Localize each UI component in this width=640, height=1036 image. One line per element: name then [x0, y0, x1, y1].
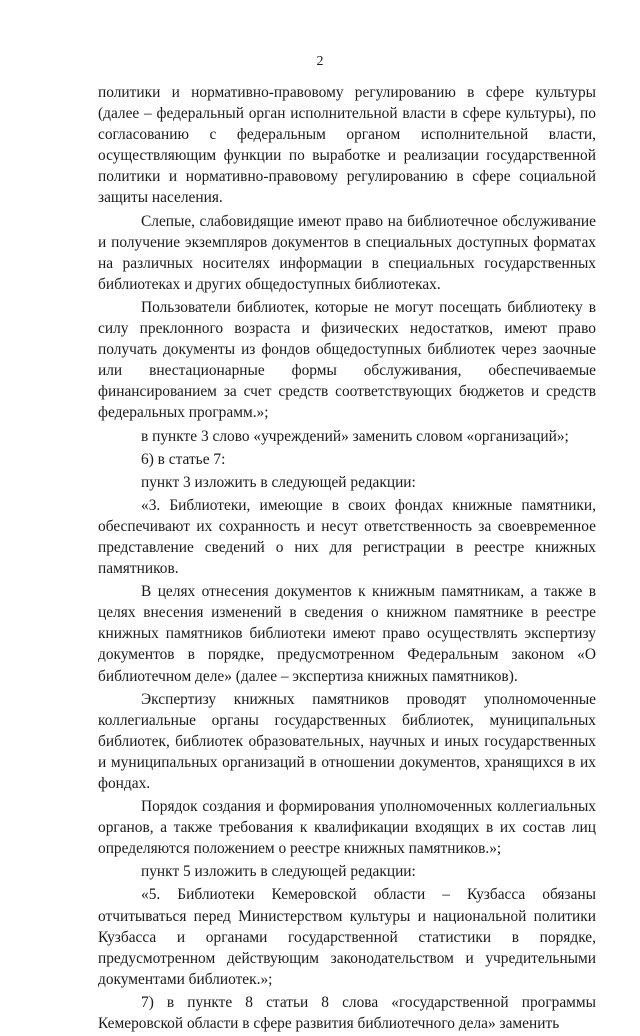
paragraph: «3. Библиотеки, имеющие в своих фондах книжные памятники, обеспечивают их сохранность и несут ответственность за своевременное представление сведений о них для регистрации в реестре книжных памятников. [98, 496, 596, 578]
paragraph: В целях отнесения документов к книжным памятникам, а также в целях внесения изменений в сведения о книжном памятнике в реестре книжных памятников библиотеки имеют право осуществлять экспертизу документов в порядке, предусмотренном Федеральным законом «О библиотечном деле» (далее – экспертиза книжных памятников). [98, 583, 596, 685]
page-number: 2 [316, 54, 324, 69]
paragraph: политики и нормативно-правовому регулированию в сфере культуры (далее – федеральный орган исполнительной власти в сфере культуры), по согласованию с федеральным органом исполнительной власти, осуществляющим функции по выработке и реализации государственной политики и нормативно-правовому регулированию в сфере социальной защиты населения. [98, 84, 596, 207]
paragraph: Слепые, слабовидящие имеют право на библиотечное обслуживание и получение экземпляров документов в специальных доступных форматах на различных носителях информации в специальных государственных библиотеках и других общедоступных библиотеках. [98, 212, 596, 293]
paragraph: Порядок создания и формирования уполномоченных коллегиальных органов, а также требования к квалификации входящих в их состав лиц определяются положением о реестре книжных памятников.»; [98, 798, 596, 858]
paragraph: пункт 5 изложить в следующей редакции: [141, 863, 416, 881]
paragraph: 6) в статье 7: [141, 450, 226, 468]
document-body [98, 82, 596, 1036]
paragraph: в пункте 3 слово «учреждений» заменить словом «организаций»; [141, 427, 569, 445]
paragraph: пункт 3 изложить в следующей редакции: [141, 473, 416, 491]
paragraph: Пользователи библиотек, которые не могут посещать библиотеку в силу преклонного возраста и физических недостатков, имеют право получать документы из фондов общедоступных библиотек через заочные или внестационарные формы обслуживания, обеспечиваемые финансированием за счет средств соответствующих бюджетов и средств федеральных программ.»; [98, 298, 596, 422]
paragraph: 7) в пункте 8 статьи 8 слова «государственной программы Кемеровской области в сфере развития библиотечного дела» заменить [98, 993, 596, 1033]
paragraph: «5. Библиотеки Кемеровской области – Кузбасса обязаны отчитываться перед Министерством культуры и национальной политики Кузбасса и органами государственной статистики в порядке, предусмотренном действующим законодательством и учредительными документами библиотек.»; [98, 886, 596, 988]
paragraph: Экспертизу книжных памятников проводят уполномоченные коллегиальные органы государственных библиотек, муниципальных библиотек, библиотек образовательных, научных и иных государственных и муниципальных организаций в отношении документов, хранящихся в их фондах. [98, 690, 596, 792]
